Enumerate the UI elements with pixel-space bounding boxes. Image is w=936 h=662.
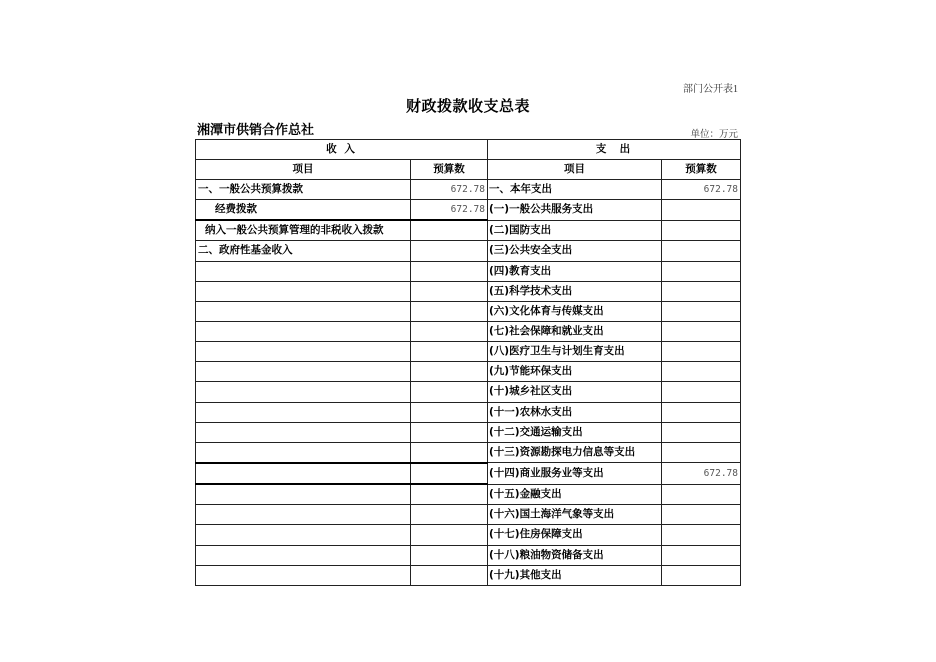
income-amount-cell bbox=[411, 220, 488, 241]
expense-item-cell: (八)医疗卫生与计划生育支出 bbox=[488, 342, 662, 362]
income-item-cell bbox=[196, 402, 411, 422]
table-row bbox=[196, 180, 741, 200]
income-item-cell bbox=[196, 321, 411, 341]
section-header-row bbox=[196, 140, 741, 160]
table-row bbox=[196, 402, 741, 422]
income-amount-cell bbox=[411, 362, 488, 382]
page-title: 财政拨款收支总表 bbox=[405, 97, 530, 115]
expense-item-cell: (二)国防支出 bbox=[488, 220, 662, 241]
table-row bbox=[196, 321, 741, 341]
expense-item-cell: (十九)其他支出 bbox=[488, 565, 662, 585]
income-section-header: 收 入 bbox=[196, 140, 488, 160]
income-amount-cell bbox=[411, 382, 488, 402]
expense-item-cell: (十七)住房保障支出 bbox=[488, 525, 662, 545]
expense-amount-cell bbox=[662, 505, 741, 525]
income-amount-cell bbox=[411, 402, 488, 422]
income-item-cell: 经费拨款 bbox=[196, 200, 411, 221]
table-row bbox=[196, 442, 741, 463]
expense-amount-cell bbox=[662, 261, 741, 281]
income-amount-cell bbox=[411, 342, 488, 362]
table-row bbox=[196, 422, 741, 442]
expense-amount-cell bbox=[662, 442, 741, 463]
form-number: 部门公开表1 bbox=[683, 84, 738, 95]
expense-item-cell: (十五)金融支出 bbox=[488, 484, 662, 505]
income-item-cell bbox=[196, 382, 411, 402]
expense-item-cell: (七)社会保障和就业支出 bbox=[488, 321, 662, 341]
expense-amount-cell: 672.78 bbox=[662, 463, 741, 484]
expense-amount-cell bbox=[662, 321, 741, 341]
income-amount-cell bbox=[411, 241, 488, 261]
table-row bbox=[196, 241, 741, 261]
expense-item-cell: 一、本年支出 bbox=[488, 180, 662, 200]
expense-item-cell: (十三)资源勘探电力信息等支出 bbox=[488, 442, 662, 463]
income-item-cell: 一、一般公共预算拨款 bbox=[196, 180, 411, 200]
income-amount-cell bbox=[411, 281, 488, 301]
expense-amount-cell bbox=[662, 362, 741, 382]
expense-amount-cell bbox=[662, 281, 741, 301]
table-row bbox=[196, 565, 741, 585]
expense-item-cell: (十八)粮油物资储备支出 bbox=[488, 545, 662, 565]
expense-amount-cell bbox=[662, 402, 741, 422]
expense-amount-cell bbox=[662, 422, 741, 442]
column-header-row bbox=[196, 160, 741, 180]
table-row bbox=[196, 342, 741, 362]
expense-item-cell: (十二)交通运输支出 bbox=[488, 422, 662, 442]
expense-item-cell: (十)城乡社区支出 bbox=[488, 382, 662, 402]
income-item-cell bbox=[196, 422, 411, 442]
unit-label: 单位：万元 bbox=[690, 130, 738, 140]
table-row bbox=[196, 261, 741, 281]
expense-item-cell: (三)公共安全支出 bbox=[488, 241, 662, 261]
budget-table bbox=[195, 139, 741, 586]
income-item-cell bbox=[196, 301, 411, 321]
expense-item-cell: (一)一般公共服务支出 bbox=[488, 200, 662, 221]
income-amount-cell bbox=[411, 463, 488, 484]
income-amount-cell bbox=[411, 422, 488, 442]
expense-item-cell: (九)节能环保支出 bbox=[488, 362, 662, 382]
income-amount-cell bbox=[411, 525, 488, 545]
income-item-cell bbox=[196, 505, 411, 525]
income-item-cell: 二、政府性基金收入 bbox=[196, 241, 411, 261]
expense-amount-cell bbox=[662, 382, 741, 402]
table-row bbox=[196, 281, 741, 301]
income-item-cell bbox=[196, 463, 411, 484]
expense-amount-cell bbox=[662, 342, 741, 362]
table-row bbox=[196, 463, 741, 484]
table-body bbox=[196, 180, 741, 586]
income-item-cell bbox=[196, 565, 411, 585]
expense-amount-cell bbox=[662, 484, 741, 505]
income-amount-cell bbox=[411, 261, 488, 281]
expense-item-cell: (十四)商业服务业等支出 bbox=[488, 463, 662, 484]
income-amount-cell bbox=[411, 505, 488, 525]
expense-amount-cell bbox=[662, 220, 741, 241]
expense-amount-cell bbox=[662, 525, 741, 545]
organization-name: 湘潭市供销合作总社 bbox=[197, 123, 315, 138]
expense-item-cell: (十一)农林水支出 bbox=[488, 402, 662, 422]
expense-amount-cell bbox=[662, 200, 741, 221]
income-amount-cell bbox=[411, 545, 488, 565]
expense-budget-header: 预算数 bbox=[662, 160, 741, 180]
expense-amount-cell: 672.78 bbox=[662, 180, 741, 200]
income-amount-cell bbox=[411, 321, 488, 341]
income-item-cell bbox=[196, 545, 411, 565]
table-row bbox=[196, 220, 741, 241]
expense-amount-cell bbox=[662, 565, 741, 585]
income-amount-cell: 672.78 bbox=[411, 180, 488, 200]
income-item-header: 项目 bbox=[196, 160, 411, 180]
expense-item-cell: (十六)国土海洋气象等支出 bbox=[488, 505, 662, 525]
table-row bbox=[196, 382, 741, 402]
income-amount-cell bbox=[411, 442, 488, 463]
income-item-cell bbox=[196, 484, 411, 505]
table-row bbox=[196, 484, 741, 505]
income-item-cell bbox=[196, 525, 411, 545]
expense-item-cell: (四)教育支出 bbox=[488, 261, 662, 281]
income-item-cell bbox=[196, 261, 411, 281]
income-amount-cell bbox=[411, 565, 488, 585]
expense-amount-cell bbox=[662, 545, 741, 565]
expense-item-header: 项目 bbox=[488, 160, 662, 180]
table-row bbox=[196, 200, 741, 221]
income-item-cell bbox=[196, 342, 411, 362]
income-item-cell: 纳入一般公共预算管理的非税收入拨款 bbox=[196, 220, 411, 241]
table-row bbox=[196, 301, 741, 321]
expense-amount-cell bbox=[662, 301, 741, 321]
income-item-cell bbox=[196, 362, 411, 382]
expense-item-cell: (六)文化体育与传媒支出 bbox=[488, 301, 662, 321]
income-amount-cell bbox=[411, 484, 488, 505]
table-row bbox=[196, 505, 741, 525]
income-item-cell bbox=[196, 281, 411, 301]
expense-amount-cell bbox=[662, 241, 741, 261]
table-row bbox=[196, 525, 741, 545]
table-row bbox=[196, 362, 741, 382]
table-row bbox=[196, 545, 741, 565]
income-amount-cell bbox=[411, 301, 488, 321]
expense-section-header: 支 出 bbox=[488, 140, 741, 160]
income-budget-header: 预算数 bbox=[411, 160, 488, 180]
income-item-cell bbox=[196, 442, 411, 463]
expense-item-cell: (五)科学技术支出 bbox=[488, 281, 662, 301]
income-amount-cell: 672.78 bbox=[411, 200, 488, 221]
